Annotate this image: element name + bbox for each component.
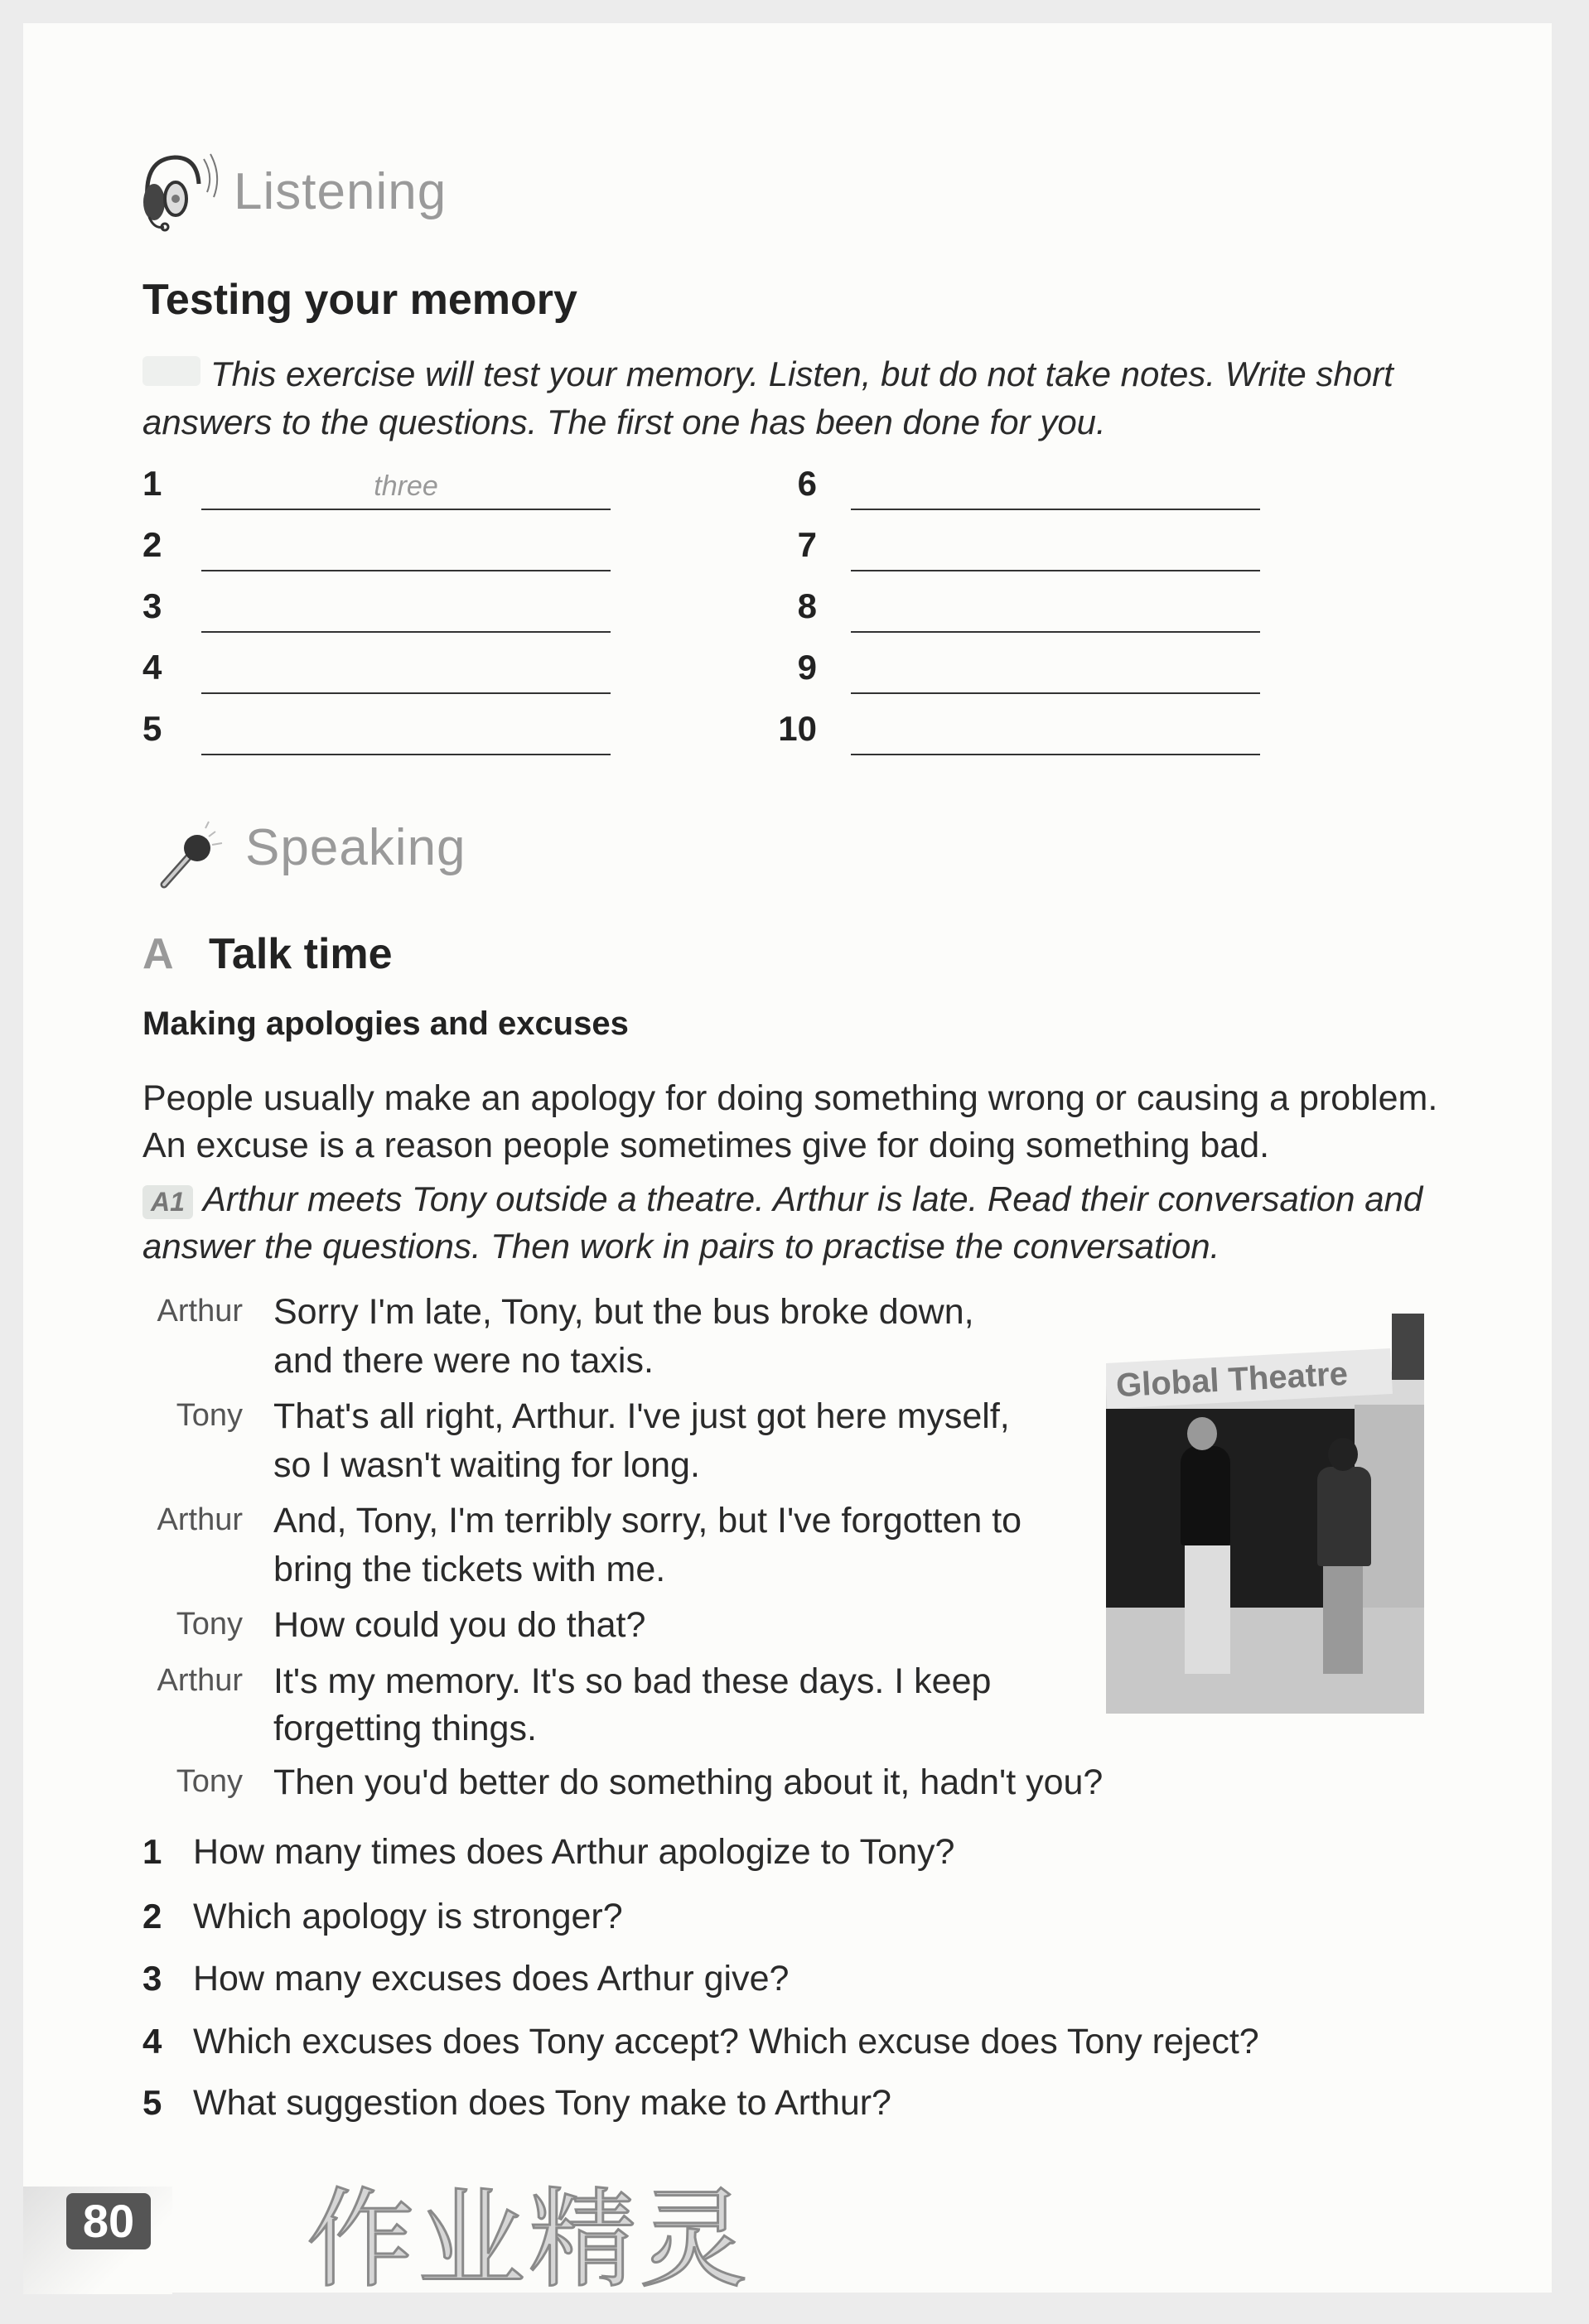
question-text: How many times does Arthur apologize to Tony? bbox=[193, 1832, 955, 1872]
subtitle: Making apologies and excuses bbox=[142, 1005, 629, 1042]
answer-number: 6 bbox=[797, 464, 817, 503]
question-number: 3 bbox=[142, 1959, 162, 1998]
question-number: 4 bbox=[142, 2022, 162, 2061]
question-text: How many excuses does Arthur give? bbox=[193, 1959, 790, 1999]
instruction-line: This exercise will test your memory. Listen, but do not take notes. Write short bbox=[210, 354, 1393, 393]
dialogue-line: How could you do that? bbox=[273, 1605, 646, 1645]
answer-number: 7 bbox=[797, 525, 817, 564]
answer-line bbox=[201, 631, 611, 633]
task-badge: A1 bbox=[142, 1185, 193, 1219]
answer-number: 10 bbox=[778, 709, 817, 748]
speaker-name: Tony bbox=[176, 1607, 243, 1642]
question-text: Which excuses does Tony accept? Which excuse does Tony reject? bbox=[193, 2022, 1259, 2061]
answer-line bbox=[851, 754, 1260, 755]
page-number: 80 bbox=[66, 2193, 151, 2249]
dialogue-line: bring the tickets with me. bbox=[273, 1550, 666, 1589]
answer-line bbox=[851, 509, 1260, 510]
theatre-sign: Global Theatre bbox=[1115, 1355, 1349, 1405]
task-line: answer the questions. Then work in pairs to practise the conversation. bbox=[142, 1227, 1220, 1266]
dialogue-line: That's all right, Arthur. I've just got here myself, bbox=[273, 1396, 1010, 1436]
answer-number: 8 bbox=[797, 586, 817, 625]
microphone-icon bbox=[157, 820, 232, 890]
dialogue-line: And, Tony, I'm terribly sorry, but I've forgotten to bbox=[273, 1501, 1022, 1540]
answer-number: 3 bbox=[142, 586, 162, 625]
speaker-name: Arthur bbox=[157, 1294, 243, 1328]
answer-number: 4 bbox=[142, 648, 162, 687]
question-text: What suggestion does Tony make to Arthur? bbox=[193, 2083, 891, 2123]
question-number: 1 bbox=[142, 1832, 162, 1871]
audio-badge-icon bbox=[142, 356, 200, 386]
speaking-title: Speaking bbox=[245, 819, 466, 876]
question-number: 5 bbox=[142, 2083, 162, 2122]
dialogue-line: It's my memory. It's so bad these days. I keep bbox=[273, 1661, 992, 1701]
question-number: 2 bbox=[142, 1897, 162, 1936]
answer-line bbox=[851, 570, 1260, 571]
instruction-line: answers to the questions. The first one has been done for you. bbox=[142, 403, 1106, 441]
intro-line: People usually make an apology for doing something wrong or causing a problem. bbox=[142, 1078, 1438, 1118]
listening-title: Listening bbox=[234, 163, 447, 220]
dialogue-line: Then you'd better do something about it, hadn't you? bbox=[273, 1762, 1104, 1802]
intro-line: An excuse is a reason people sometimes give for doing something bad. bbox=[142, 1126, 1270, 1165]
answer-line bbox=[201, 692, 611, 694]
dialogue-line: forgetting things. bbox=[273, 1709, 537, 1748]
speaker-name: Tony bbox=[176, 1398, 243, 1433]
answer-line bbox=[201, 754, 611, 755]
speaker-name: Tony bbox=[176, 1764, 243, 1799]
headphones-icon bbox=[138, 151, 224, 234]
answer-line bbox=[851, 692, 1260, 694]
answer-field[interactable]: three bbox=[374, 470, 438, 502]
answer-number: 5 bbox=[142, 709, 162, 748]
dialogue-line: and there were no taxis. bbox=[273, 1341, 654, 1381]
question-text: Which apology is stronger? bbox=[193, 1897, 623, 1936]
speaker-name: Arthur bbox=[157, 1502, 243, 1537]
answer-number: 9 bbox=[797, 648, 817, 687]
theatre-photo bbox=[1106, 1314, 1424, 1714]
section-letter: A bbox=[142, 930, 174, 978]
exercise-title: Testing your memory bbox=[142, 276, 577, 324]
answer-line bbox=[201, 570, 611, 571]
answer-number: 2 bbox=[142, 525, 162, 564]
speaker-name: Arthur bbox=[157, 1663, 243, 1698]
answer-line bbox=[851, 631, 1260, 633]
answer-line bbox=[201, 509, 611, 510]
answer-number: 1 bbox=[142, 464, 162, 503]
dialogue-line: so I wasn't waiting for long. bbox=[273, 1445, 700, 1485]
watermark: 作业精灵 bbox=[307, 2179, 751, 2300]
dialogue-line: Sorry I'm late, Tony, but the bus broke down, bbox=[273, 1292, 974, 1332]
task-line: Arthur meets Tony outside a theatre. Arthur is late. Read their conversation and bbox=[202, 1179, 1423, 1218]
section-title: Talk time bbox=[209, 930, 393, 978]
